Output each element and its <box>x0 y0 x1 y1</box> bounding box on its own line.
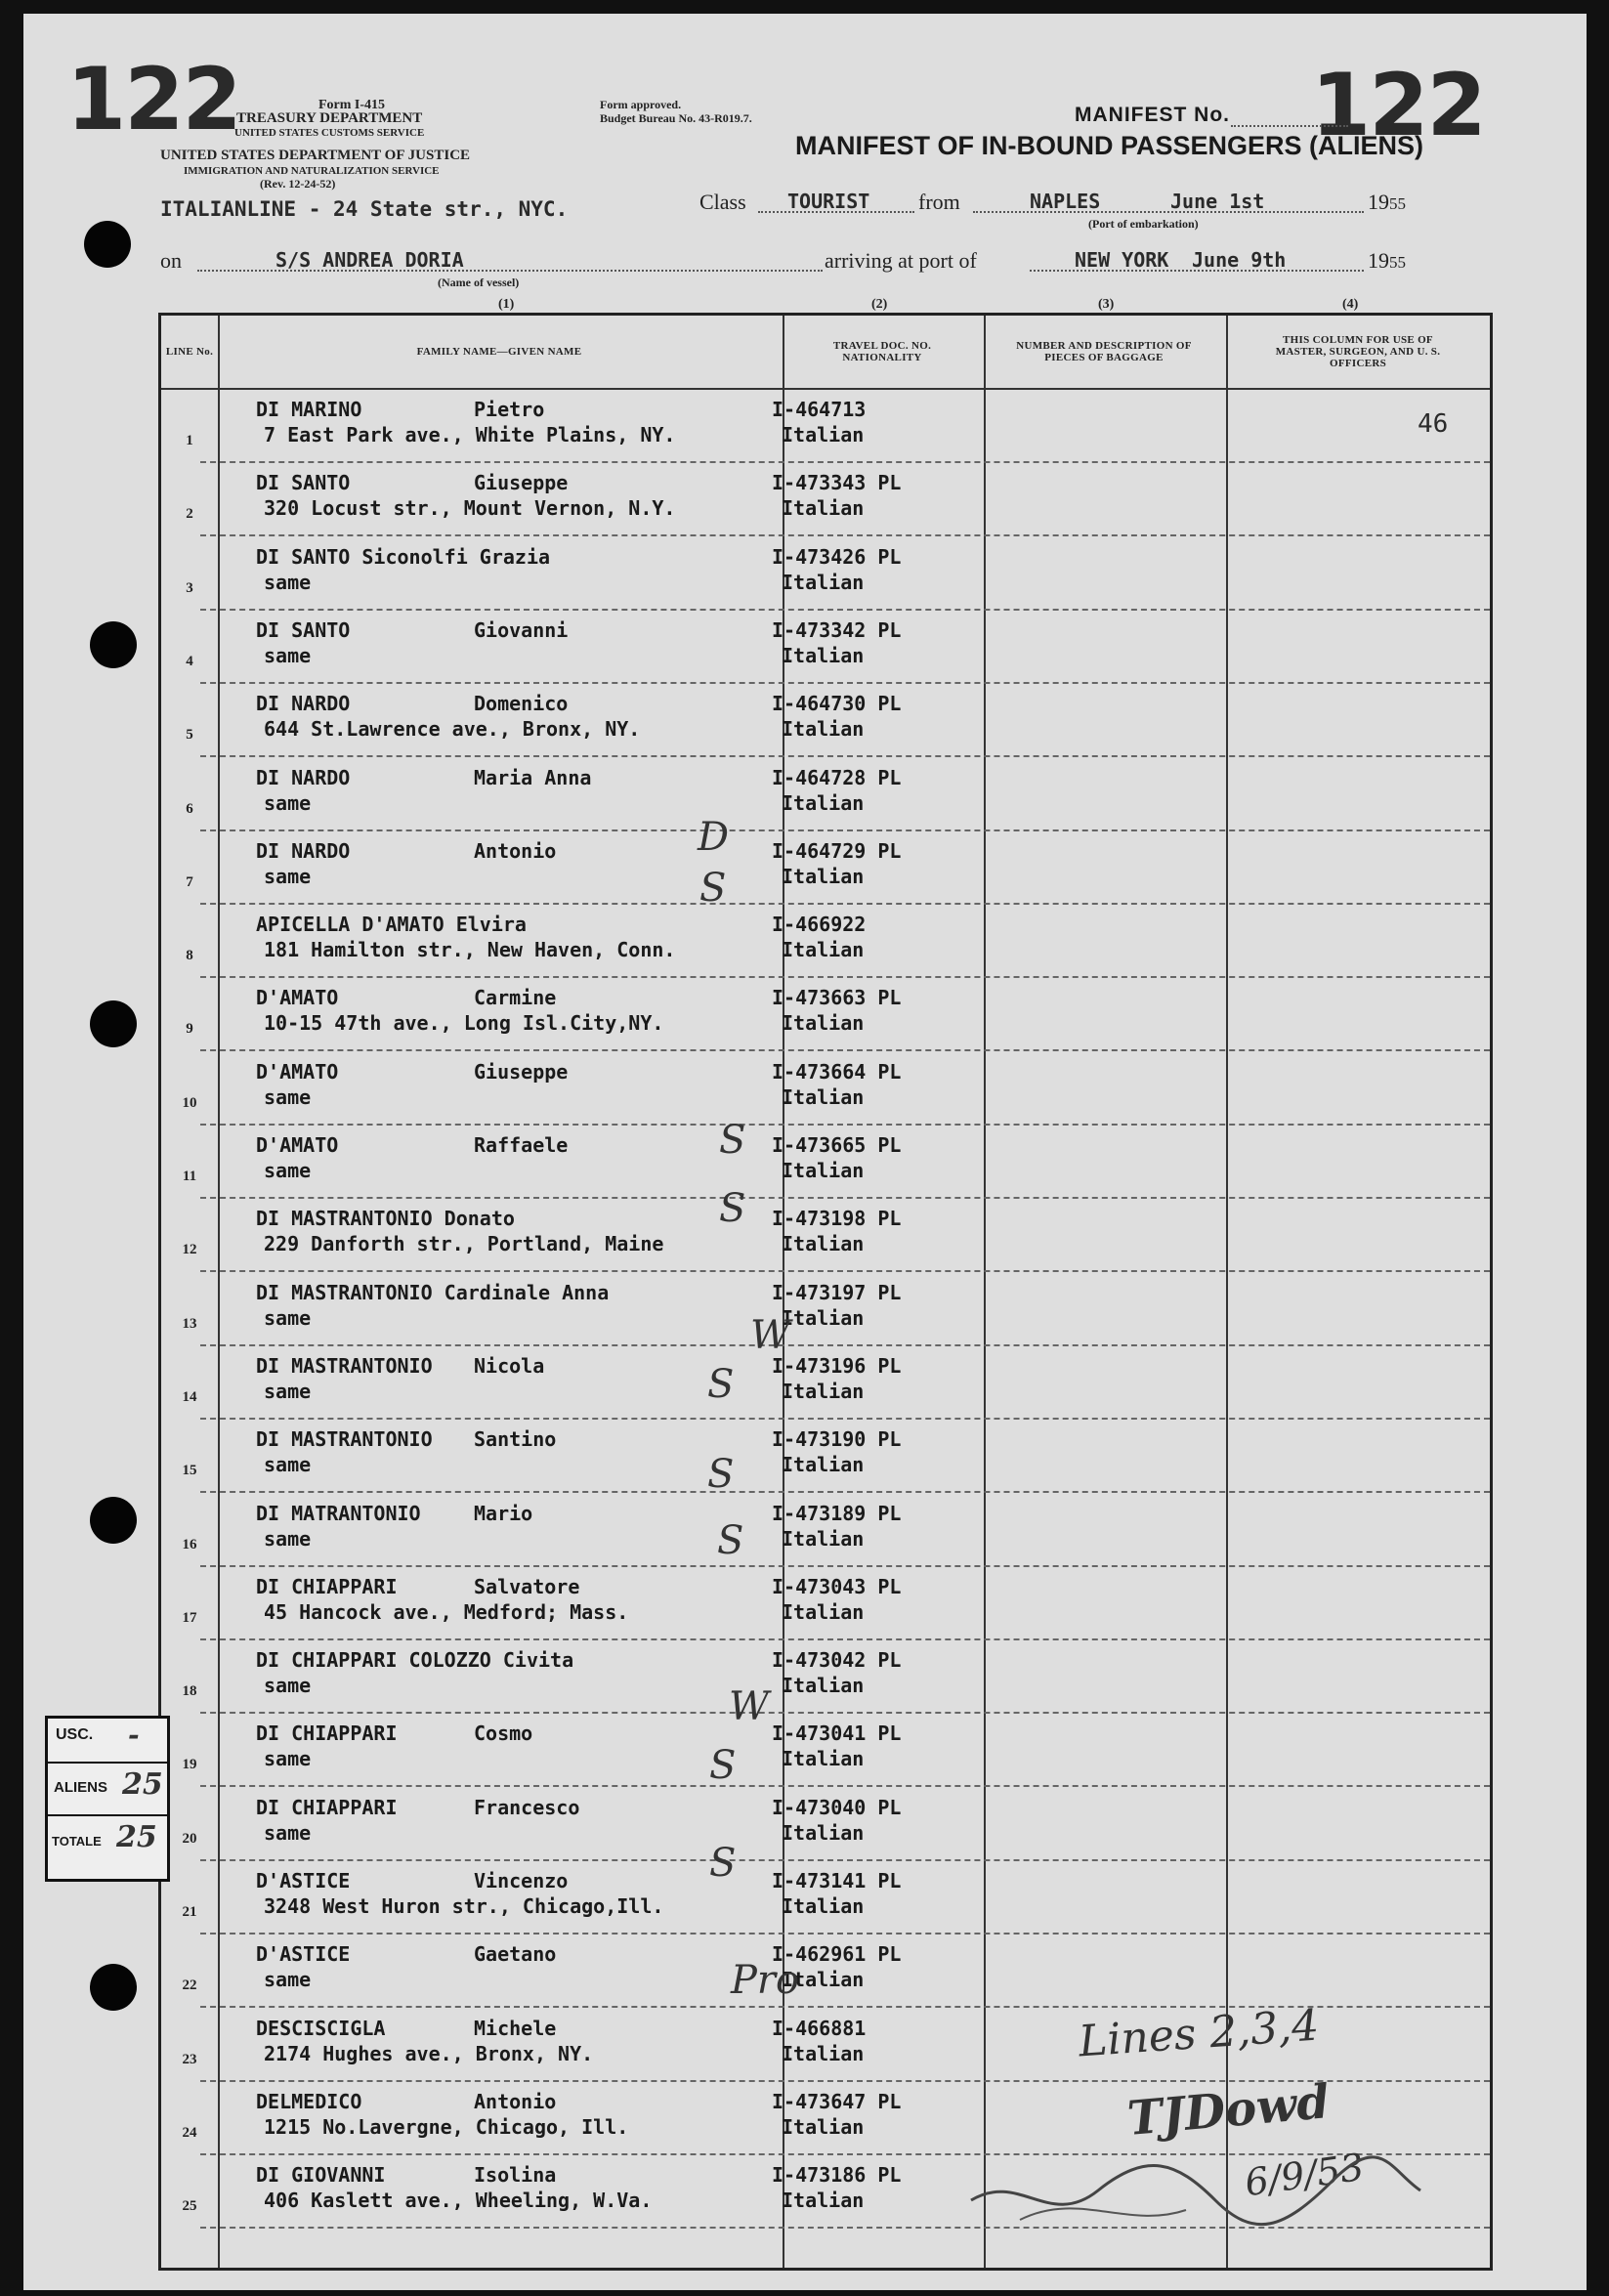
address: 181 Hamilton str., New Haven, Conn. <box>264 938 676 962</box>
given-name: Pietro <box>474 398 545 421</box>
arrival-port: NEW YORK <box>1075 248 1169 272</box>
address: same <box>264 1305 312 1330</box>
given-name: Nicola <box>474 1353 545 1378</box>
margin-mark: W <box>750 1313 791 1358</box>
family-name: DI NARDO <box>256 692 351 716</box>
travel-doc-number: I-473426 PL <box>772 544 902 569</box>
nationality: Italian <box>782 2041 865 2065</box>
line-number: 14 <box>182 1388 197 1405</box>
line-number: 6 <box>186 800 193 817</box>
passenger-table <box>158 313 1493 2271</box>
address: same <box>264 1379 312 1403</box>
travel-doc-number: I-473190 PL <box>772 1427 902 1452</box>
line-number: 7 <box>186 873 193 890</box>
col-num-2: (2) <box>871 297 888 312</box>
line-number: 9 <box>186 1021 193 1038</box>
line-number: 25 <box>182 2198 197 2215</box>
budget-bureau: Budget Bureau No. 43-R019.7. <box>600 111 752 125</box>
line-number: 4 <box>186 653 193 669</box>
table-header <box>161 316 1490 390</box>
given-name: Raffaele <box>474 1133 569 1157</box>
col-num-4: (4) <box>1342 297 1359 312</box>
from-port: NAPLES <box>1030 190 1101 213</box>
line-number: 23 <box>182 2051 197 2067</box>
given-name: Giovanni <box>474 617 569 642</box>
embark-caption: (Port of embarkation) <box>1088 217 1199 231</box>
given-name: Carmine <box>474 986 557 1010</box>
col-num-3: (3) <box>1098 297 1115 312</box>
table-row <box>161 1935 1490 2008</box>
travel-doc-number: I-473189 PL <box>772 1501 902 1525</box>
manifest-no-line <box>1231 125 1348 127</box>
line-number: 13 <box>182 1315 197 1332</box>
nationality: Italian <box>782 1232 865 1256</box>
address: 644 St.Lawrence ave., Bronx, NY. <box>264 717 641 742</box>
form-number: Form I-415 <box>318 98 386 112</box>
stamp-number-left: 122 <box>66 49 240 149</box>
punch-hole <box>90 621 137 668</box>
travel-doc-number: I-473196 PL <box>772 1353 902 1378</box>
given-name: Mario <box>474 1501 533 1525</box>
nationality: Italian <box>782 1011 865 1036</box>
nationality: Italian <box>782 2114 865 2139</box>
nationality: Italian <box>782 1599 865 1624</box>
family-name: DI SANTO <box>256 617 351 642</box>
totale-value: 25 <box>116 1820 157 1854</box>
form-approved: Form approved. <box>600 98 682 111</box>
col-num-1: (1) <box>498 297 515 312</box>
nationality: Italian <box>782 1159 865 1182</box>
family-name: DI MASTRANTONIO Donato <box>256 1207 515 1231</box>
margin-mark: S <box>707 1452 735 1497</box>
given-name: Michele <box>474 2016 557 2040</box>
travel-doc-number: I-473663 PL <box>772 986 902 1010</box>
table-row <box>161 905 1490 978</box>
year-from: 1955 <box>1368 190 1406 214</box>
nationality: Italian <box>782 1820 865 1845</box>
family-name: DESCISCIGLA <box>256 2016 386 2040</box>
line-number: 17 <box>182 1609 197 1626</box>
header-officers: THIS COLUMN FOR USE OF MASTER, SURGEON, AND U. S. OFFICERS <box>1275 334 1441 369</box>
aliens-value: 25 <box>122 1767 163 1802</box>
line-number: 3 <box>186 579 193 596</box>
nationality: Italian <box>782 1305 865 1330</box>
nationality: Italian <box>782 938 865 962</box>
address: 7 East Park ave., White Plains, NY. <box>264 423 676 446</box>
travel-doc-number: I-466881 <box>772 2016 867 2040</box>
family-name: DI SANTO <box>256 471 351 495</box>
table-row <box>161 1052 1490 1126</box>
travel-doc-number: I-473042 PL <box>772 1648 902 1673</box>
family-name: DI MATRANTONIO <box>256 1501 421 1525</box>
travel-doc-number: I-464728 PL <box>772 765 902 789</box>
customs-service: UNITED STATES CUSTOMS SERVICE <box>234 127 425 139</box>
family-name: DI NARDO <box>256 838 351 863</box>
given-name: Giuseppe <box>474 471 569 495</box>
travel-doc-number: I-473665 PL <box>772 1133 902 1157</box>
family-name: DI CHIAPPARI <box>256 1722 398 1746</box>
nationality: Italian <box>782 1379 865 1403</box>
table-row <box>161 537 1490 611</box>
table-row <box>161 684 1490 757</box>
given-name: Santino <box>474 1427 557 1452</box>
from-label: from <box>918 190 960 214</box>
address: same <box>264 864 312 888</box>
header-line-no: LINE No. <box>165 346 214 358</box>
nationality: Italian <box>782 790 865 815</box>
nationality: Italian <box>782 1526 865 1551</box>
given-name: Cosmo <box>474 1722 533 1746</box>
justice-dept: UNITED STATES DEPARTMENT OF JUSTICE <box>160 148 471 163</box>
table-row <box>161 978 1490 1051</box>
family-name: APICELLA D'AMATO Elvira <box>256 913 527 937</box>
address: same <box>264 1674 312 1698</box>
stamp-number-right: 122 <box>1311 55 1485 155</box>
family-name: DELMEDICO <box>256 2089 362 2113</box>
line-number: 11 <box>182 1169 197 1184</box>
manifest-page <box>23 14 1587 2290</box>
margin-mark: S <box>717 1518 744 1563</box>
family-name: DI CHIAPPARI <box>256 1574 398 1598</box>
family-name: D'ASTICE <box>256 1869 351 1892</box>
address: same <box>264 1159 312 1182</box>
handwritten-signature: TJDowd <box>1124 2074 1332 2147</box>
treasury-dept: TREASURY DEPARTMENT <box>236 110 423 126</box>
family-name: DI MASTRANTONIO Cardinale Anna <box>256 1280 610 1304</box>
manifest-title: MANIFEST OF IN-BOUND PASSENGERS (ALIENS) <box>795 131 1424 160</box>
nationality: Italian <box>782 643 865 667</box>
table-row <box>161 1346 1490 1420</box>
given-name: Francesco <box>474 1795 580 1819</box>
address: same <box>264 643 312 667</box>
aliens-label: ALIENS <box>54 1779 108 1796</box>
margin-mark: S <box>719 1186 746 1231</box>
address: same <box>264 1968 312 1992</box>
margin-mark: S <box>719 1118 746 1163</box>
address: same <box>264 1747 312 1771</box>
family-name: DI MARINO <box>256 398 362 421</box>
tally-box <box>45 1716 170 1882</box>
nationality: Italian <box>782 570 865 594</box>
table-row <box>161 1199 1490 1272</box>
nationality: Italian <box>782 864 865 888</box>
class-label: Class <box>699 190 746 214</box>
table-row <box>161 1494 1490 1567</box>
family-name: DI CHIAPPARI COLOZZO Civita <box>256 1648 574 1673</box>
signature-scribble <box>961 2132 1430 2239</box>
travel-doc-number: I-473186 PL <box>772 2163 902 2188</box>
family-name: D'AMATO <box>256 1133 339 1157</box>
header-travel-doc: TRAVEL DOC. NO. NATIONALITY <box>832 340 932 363</box>
punch-hole <box>90 1497 137 1544</box>
table-row <box>161 1861 1490 1935</box>
address: 320 Locust str., Mount Vernon, N.Y. <box>264 496 676 521</box>
margin-mark: S <box>709 1841 737 1886</box>
address: same <box>264 1526 312 1551</box>
nationality: Italian <box>782 2189 865 2213</box>
family-name: DI MASTRANTONIO <box>256 1427 433 1452</box>
given-name: Vincenzo <box>474 1869 569 1892</box>
family-name: DI NARDO <box>256 765 351 789</box>
address: 1215 No.Lavergne, Chicago, Ill. <box>264 2114 629 2139</box>
handwritten-date: 6/9/53 <box>1242 2145 1367 2205</box>
nationality: Italian <box>782 1747 865 1771</box>
given-name: Maria Anna <box>474 765 592 789</box>
usc-label: USC. <box>56 1726 94 1743</box>
nationality: Italian <box>782 717 865 742</box>
family-name: DI CHIAPPARI <box>256 1795 398 1819</box>
address: 10-15 47th ave., Long Isl.City,NY. <box>264 1011 664 1036</box>
line-number: 12 <box>182 1242 197 1258</box>
line-number: 24 <box>182 2124 197 2141</box>
line-number: 16 <box>182 1536 197 1552</box>
table-row <box>161 463 1490 536</box>
handwritten-lines-note: Lines 2,3,4 <box>1077 2000 1321 2067</box>
margin-mark: S <box>699 866 727 911</box>
nationality: Italian <box>782 1894 865 1918</box>
table-row <box>161 1273 1490 1346</box>
address: 2174 Hughes ave., Bronx, NY. <box>264 2041 594 2065</box>
given-name: Giuseppe <box>474 1059 569 1084</box>
manifest-no-label: MANIFEST No. <box>1075 104 1230 126</box>
agent-address: ITALIANLINE - 24 State str., NYC. <box>160 197 569 221</box>
address: same <box>264 1820 312 1845</box>
table-row <box>161 831 1490 905</box>
address: 229 Danforth str., Portland, Maine <box>264 1232 664 1256</box>
from-date: June 1st <box>1170 190 1265 213</box>
address: same <box>264 790 312 815</box>
margin-mark: D <box>698 815 730 860</box>
travel-doc-number: I-462961 PL <box>772 1942 902 1967</box>
given-name: Salvatore <box>474 1574 580 1598</box>
line-number: 10 <box>182 1094 197 1111</box>
travel-doc-number: I-473040 PL <box>772 1795 902 1819</box>
nationality: Italian <box>782 423 865 446</box>
margin-mark: Pro <box>731 1958 800 2003</box>
given-name: Domenico <box>474 692 569 716</box>
family-name: DI SANTO Siconolfi Grazia <box>256 544 551 569</box>
line-number: 20 <box>182 1830 197 1847</box>
arrival-date: June 9th <box>1192 248 1287 272</box>
family-name: D'AMATO <box>256 986 339 1010</box>
table-row <box>161 611 1490 684</box>
travel-doc-number: I-464730 PL <box>772 692 902 716</box>
ins-service: IMMIGRATION AND NATURALIZATION SERVICE <box>184 165 440 177</box>
travel-doc-number: I-473342 PL <box>772 617 902 642</box>
family-name: D'ASTICE <box>256 1942 351 1967</box>
line-number: 18 <box>182 1683 197 1700</box>
line-number: 5 <box>186 727 193 744</box>
family-name: DI MASTRANTONIO <box>256 1353 433 1378</box>
given-name: Antonio <box>474 2089 557 2113</box>
table-row <box>161 1788 1490 1861</box>
table-row <box>161 758 1490 831</box>
travel-doc-number: I-464729 PL <box>772 838 902 863</box>
travel-doc-number: I-464713 <box>772 398 867 421</box>
punch-hole <box>90 1000 137 1047</box>
punch-hole <box>90 1964 137 2011</box>
travel-doc-number: I-473343 PL <box>772 471 902 495</box>
line-number: 15 <box>182 1463 197 1479</box>
header-family-name: FAMILY NAME—GIVEN NAME <box>416 346 582 358</box>
address: same <box>264 570 312 594</box>
arriving-label: arriving at port of <box>825 248 977 273</box>
usc-value: - <box>128 1719 140 1751</box>
margin-mark: S <box>707 1362 735 1407</box>
nationality: Italian <box>782 1674 865 1698</box>
table-row <box>161 1640 1490 1714</box>
table-row <box>161 1714 1490 1787</box>
address: same <box>264 1084 312 1109</box>
vessel-caption: (Name of vessel) <box>438 276 520 289</box>
table-row <box>161 390 1490 463</box>
travel-doc-number: I-473043 PL <box>772 1574 902 1598</box>
line-number: 8 <box>186 948 193 964</box>
travel-doc-number: I-473664 PL <box>772 1059 902 1084</box>
address: 406 Kaslett ave., Wheeling, W.Va. <box>264 2189 653 2213</box>
address: 45 Hancock ave., Medford; Mass. <box>264 1599 629 1624</box>
travel-doc-number: I-473198 PL <box>772 1207 902 1231</box>
year-arrival: 1955 <box>1368 248 1406 273</box>
line-number: 19 <box>182 1757 197 1773</box>
travel-doc-number: I-466922 <box>772 913 867 937</box>
family-name: D'AMATO <box>256 1059 339 1084</box>
header-baggage: NUMBER AND DESCRIPTION OF PIECES OF BAGGAGE <box>1016 340 1192 363</box>
nationality: Italian <box>782 1453 865 1477</box>
nationality: Italian <box>782 1968 865 1992</box>
margin-mark: W <box>729 1684 770 1729</box>
table-row <box>161 1567 1490 1640</box>
given-name: Isolina <box>474 2163 557 2188</box>
given-name: Antonio <box>474 838 557 863</box>
margin-mark: S <box>709 1743 737 1788</box>
punch-hole <box>84 221 131 268</box>
vessel-name: S/S ANDREA DORIA <box>275 248 464 272</box>
travel-doc-number: I-473197 PL <box>772 1280 902 1304</box>
travel-doc-number: I-473647 PL <box>772 2089 902 2113</box>
on-label: on <box>160 248 182 273</box>
class-value: TOURIST <box>787 190 870 213</box>
address: 3248 West Huron str., Chicago,Ill. <box>264 1894 664 1918</box>
travel-doc-number: I-473041 PL <box>772 1722 902 1746</box>
table-row <box>161 1126 1490 1199</box>
family-name: DI GIOVANNI <box>256 2163 386 2188</box>
line-number: 21 <box>182 1904 197 1920</box>
travel-doc-number: I-473141 PL <box>772 1869 902 1892</box>
line-number: 1 <box>186 433 193 448</box>
nationality: Italian <box>782 1084 865 1109</box>
officer-note: 46 <box>1418 409 1449 439</box>
form-revision: (Rev. 12-24-52) <box>260 177 336 191</box>
table-row <box>161 1420 1490 1493</box>
address: same <box>264 1453 312 1477</box>
line-number: 2 <box>186 506 193 523</box>
totale-label: TOTALE <box>52 1834 102 1849</box>
given-name: Gaetano <box>474 1942 557 1967</box>
line-number: 22 <box>182 1977 197 1994</box>
nationality: Italian <box>782 496 865 521</box>
